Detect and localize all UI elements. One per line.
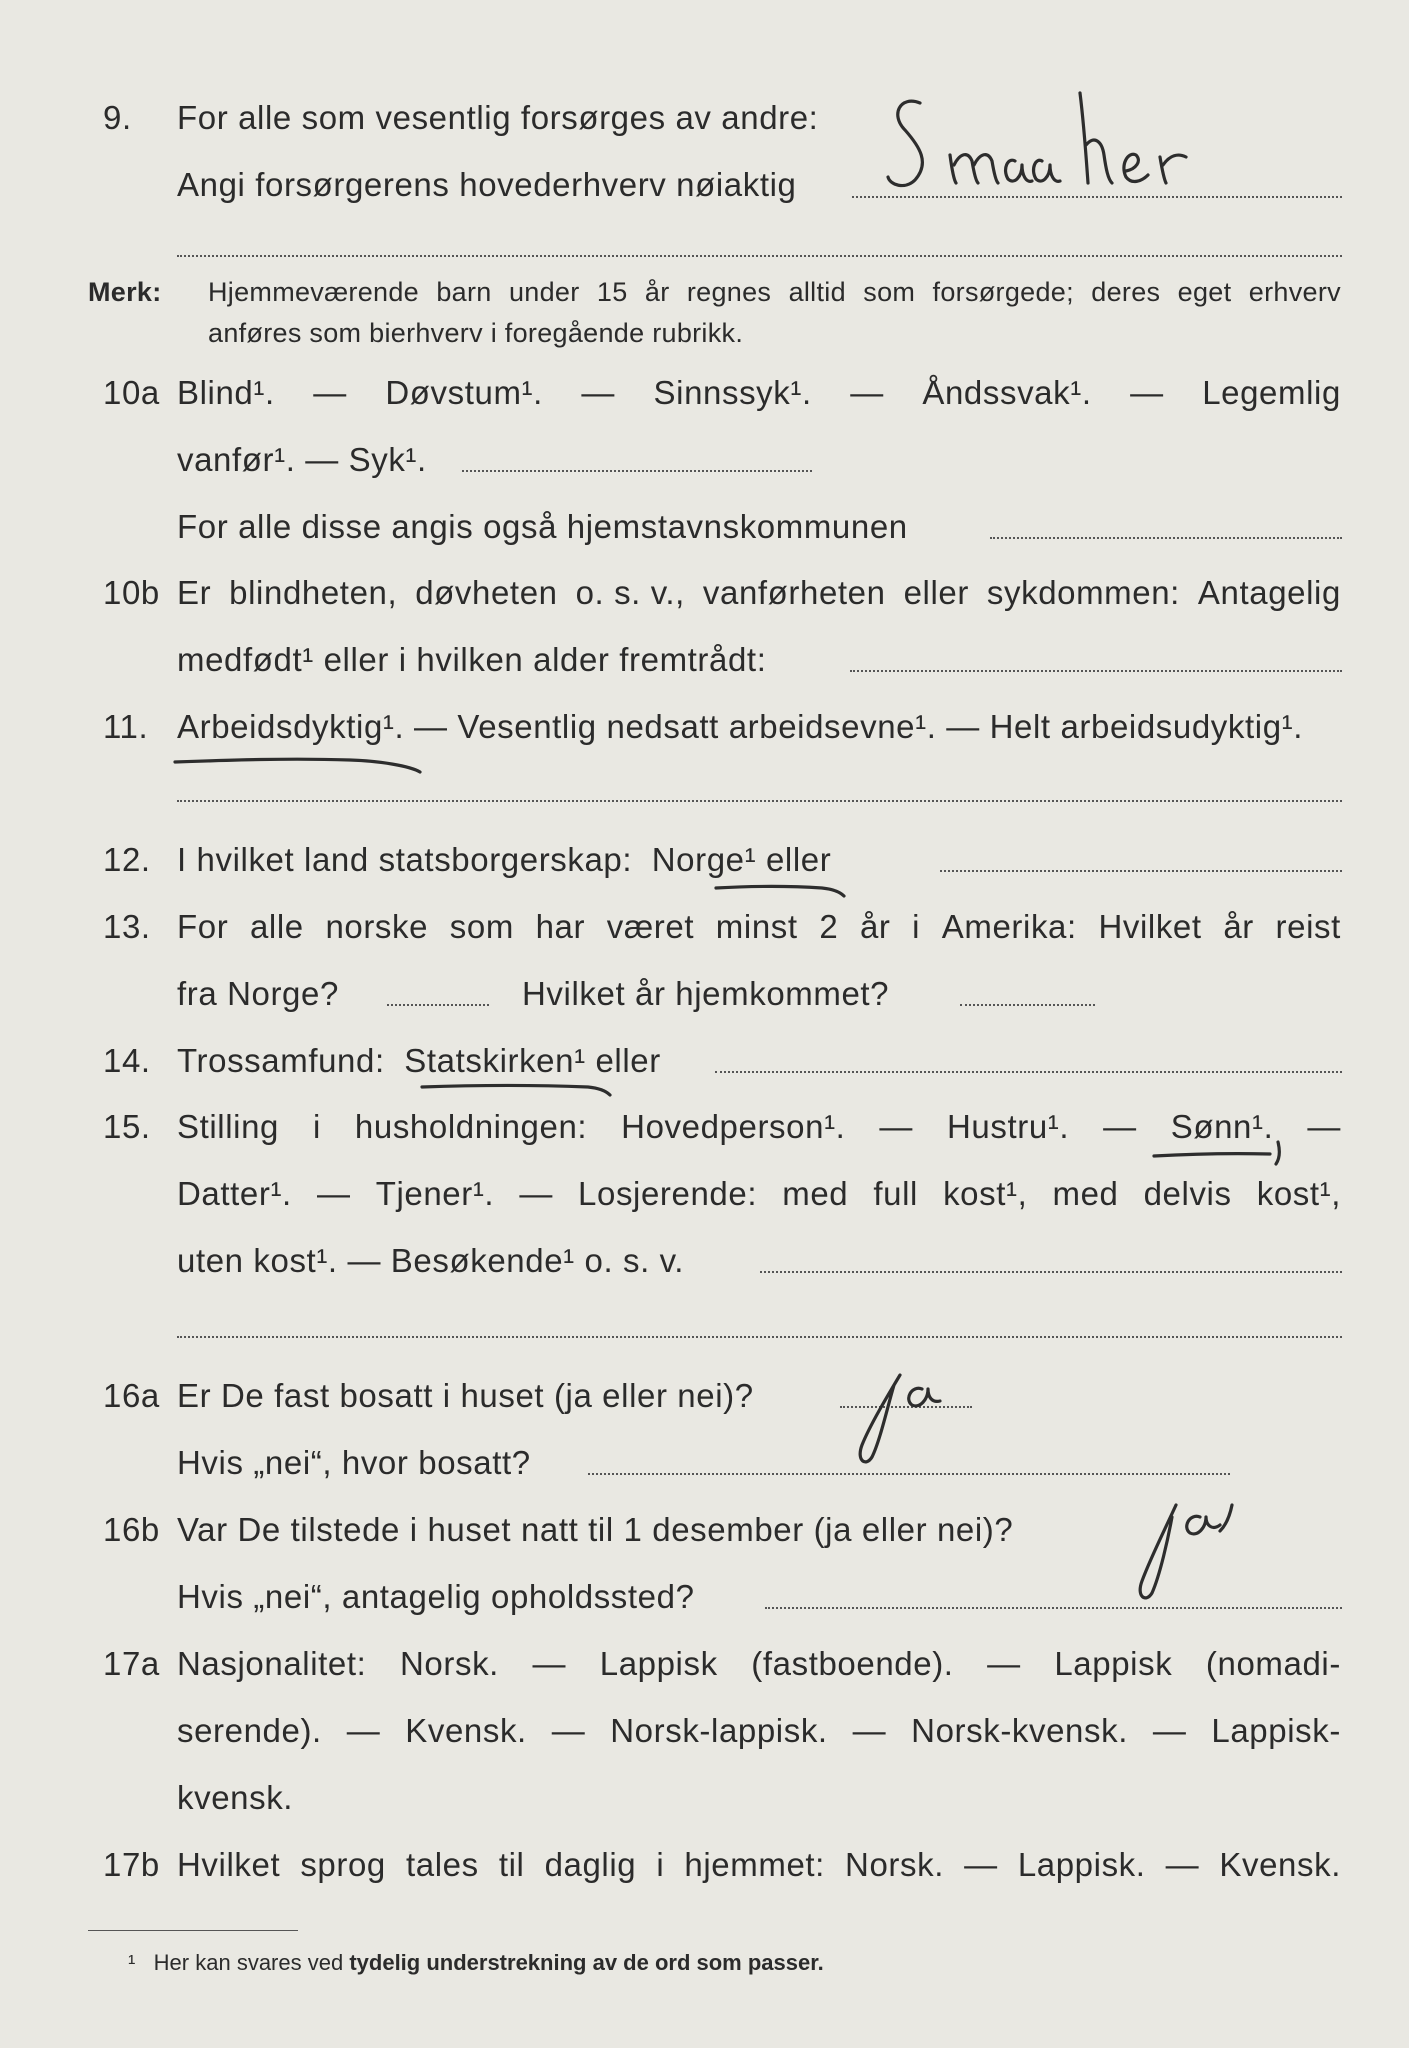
q12-label: I hvilket land statsborgerskap:	[177, 841, 633, 878]
word: norske	[325, 908, 429, 945]
word: som	[449, 908, 514, 945]
merk-text-2: anføres som bierhverv i foregående rubrikk.	[208, 318, 744, 348]
word[interactable]: Lappisk.	[1017, 1846, 1146, 1883]
word: —	[316, 1175, 351, 1212]
q17a-text-1	[177, 1639, 1341, 1689]
q14-underline-mark	[418, 1075, 618, 1103]
word: —	[1103, 1108, 1137, 1145]
word: kost¹,	[1256, 1175, 1341, 1212]
q14-label: Trossamfund:	[177, 1042, 385, 1079]
word: barn	[436, 277, 492, 307]
q11-answer-line[interactable]	[177, 800, 1342, 802]
word: erhverv	[1248, 277, 1341, 307]
q10a-text-3: For alle disse angis også hjemstavnskommunen	[177, 508, 908, 545]
q11-text	[177, 702, 1303, 752]
word: —	[1152, 1712, 1187, 1749]
q17b-line1	[0, 1840, 1409, 1890]
word: o. s. v.,	[575, 574, 685, 611]
q16b-text-1: Var De tilstede i huset natt til 1 desember (ja eller nei)?	[177, 1511, 1014, 1548]
footnote	[128, 1948, 824, 1978]
q13-number: 13.	[103, 908, 151, 945]
word: —	[987, 1645, 1021, 1682]
word: —	[313, 374, 347, 411]
word[interactable]: Lappisk	[599, 1645, 718, 1682]
word: Døvstum¹.	[385, 374, 543, 411]
q13-line2	[0, 969, 1409, 1019]
q17b-number: 17b	[103, 1846, 160, 1883]
q16a-text-2: Hvis „nei“, hvor bosatt?	[177, 1444, 531, 1481]
word: —	[1307, 1108, 1341, 1145]
word: under	[508, 277, 580, 307]
q13-text-2a: fra Norge?	[177, 975, 339, 1012]
q9-answer-line-2[interactable]	[177, 255, 1342, 257]
q10a-text-1	[177, 368, 1341, 418]
word: —	[879, 1108, 914, 1145]
q15-answer-line[interactable]	[760, 1271, 1342, 1273]
word: —	[1130, 374, 1164, 411]
footnote-rule	[88, 1930, 298, 1931]
word[interactable]: serende).	[177, 1712, 322, 1749]
q12-line1	[0, 835, 1409, 885]
word[interactable]: Norsk-lappisk.	[610, 1712, 828, 1749]
word: Amerika:	[941, 908, 1077, 945]
q15-underline-mark	[1150, 1140, 1320, 1170]
word: i	[912, 908, 921, 945]
q15-text-2	[177, 1169, 1341, 1219]
word: sprog	[300, 1846, 386, 1883]
word[interactable]: (fastboende).	[751, 1645, 954, 1682]
q11-option-arbeidsdyktig[interactable]: Arbeidsdyktig	[177, 708, 383, 745]
word: regnes	[686, 277, 772, 307]
word[interactable]: Hustru¹.	[947, 1108, 1070, 1145]
q10a-line3	[0, 502, 1409, 552]
q12-number: 12.	[103, 841, 151, 878]
q10b-line1	[0, 568, 1409, 618]
word: Er	[177, 574, 212, 611]
footnote-mark: ¹	[128, 1950, 136, 1975]
word: Hjemmeværende	[208, 277, 419, 307]
word: Legemlig	[1202, 374, 1341, 411]
q17a-line1	[0, 1639, 1409, 1689]
q17a-line2	[0, 1706, 1409, 1756]
word: Sinnssyk¹.	[653, 374, 812, 411]
word: —	[1165, 1846, 1200, 1883]
q17a-line3	[0, 1773, 1409, 1823]
q11-number: 11.	[103, 708, 149, 745]
word[interactable]: Norsk.	[845, 1846, 944, 1883]
q13-text-1	[177, 902, 1341, 952]
q10b-answer-line[interactable]	[850, 670, 1342, 672]
q17b-text-1	[177, 1840, 1341, 1890]
word: år	[1223, 908, 1254, 945]
word: —	[519, 1175, 553, 1212]
q15-line3	[0, 1236, 1409, 1286]
q16a-bosatt-line[interactable]	[588, 1473, 1230, 1475]
word: —	[551, 1712, 586, 1749]
word[interactable]: Datter¹.	[177, 1175, 292, 1212]
word: Losjerende:	[578, 1175, 758, 1212]
word: —	[964, 1846, 998, 1883]
word: For	[177, 908, 229, 945]
q13-line1	[0, 902, 1409, 952]
word[interactable]: Kvensk.	[405, 1712, 527, 1749]
word: år	[644, 277, 670, 307]
q13-text-2b: Hvilket år hjemkommet?	[522, 975, 890, 1012]
q16a-text-1: Er De fast bosatt i huset (ja eller nei)?	[177, 1377, 754, 1414]
q10a-answer-line[interactable]	[462, 470, 812, 472]
word: —	[852, 1712, 887, 1749]
q12-option-norge[interactable]: Norge	[651, 841, 745, 878]
q10a-line2	[0, 435, 1409, 485]
word: med	[1052, 1175, 1119, 1212]
word: hjemmet:	[684, 1846, 825, 1883]
word: —	[581, 374, 616, 411]
word: —	[850, 374, 884, 411]
q9-text-2: Angi forsørgerens hovederhverv nøiaktig	[177, 166, 797, 203]
q16b-number: 16b	[103, 1511, 160, 1548]
q12-answer-line[interactable]	[940, 870, 1342, 872]
q14-eller: ¹ eller	[574, 1042, 661, 1079]
word: blindheten,	[229, 574, 398, 611]
word: været	[606, 908, 695, 945]
word: Hvilket	[1098, 908, 1202, 945]
word: husholdningen:	[354, 1108, 588, 1145]
q17a-text-3[interactable]: kvensk.	[177, 1779, 294, 1816]
word[interactable]: Lappisk	[1054, 1645, 1173, 1682]
word[interactable]: Norsk-kvensk.	[911, 1712, 1128, 1749]
q11-underline-mark	[170, 748, 430, 778]
word: i	[313, 1108, 321, 1145]
word: sykdommen:	[986, 574, 1180, 611]
q13-reist-line[interactable]	[387, 1004, 489, 1006]
word: eget	[1177, 277, 1232, 307]
q15-text-3: uten kost¹. — Besøkende¹ o. s. v.	[177, 1242, 685, 1279]
word[interactable]: Tjener¹.	[375, 1175, 495, 1212]
word: full	[873, 1175, 918, 1212]
word: alltid	[788, 277, 846, 307]
word: Stilling	[177, 1108, 280, 1145]
q11-line1	[0, 702, 1409, 752]
word: tales	[406, 1846, 479, 1883]
q17a-number: 17a	[103, 1645, 160, 1682]
word: i	[656, 1846, 665, 1883]
word: 2	[819, 908, 839, 945]
q16b-opholdssted-line[interactable]	[765, 1607, 1342, 1609]
word[interactable]: Norsk.	[400, 1645, 499, 1682]
word: Antagelig	[1197, 574, 1341, 611]
word: døvheten	[415, 574, 558, 611]
word: som	[863, 277, 916, 307]
word: har	[535, 908, 586, 945]
word: eller	[903, 574, 969, 611]
q15-option-sonn[interactable]: Sønn¹.	[1170, 1108, 1274, 1145]
q9-handwritten-answer	[880, 85, 1330, 215]
merk-text-1	[208, 272, 1341, 312]
word: vanførheten	[702, 574, 886, 611]
q11-options-rest: ¹. — Vesentlig nedsatt arbeidsevne¹. — Helt arbeidsudyktig¹.	[382, 708, 1304, 745]
q15-answer-line-2[interactable]	[177, 1336, 1342, 1338]
q10b-text-2: medfødt¹ eller i hvilken alder fremtrådt:	[177, 641, 767, 678]
word: daglig	[544, 1846, 637, 1883]
q10a-kommune-line[interactable]	[990, 537, 1342, 539]
q15-line2	[0, 1169, 1409, 1219]
q10a-line1	[0, 368, 1409, 418]
word[interactable]: (nomadi-	[1205, 1645, 1341, 1682]
q14-number: 14.	[103, 1042, 151, 1079]
word: alle	[249, 908, 304, 945]
q10a-number: 10a	[103, 374, 160, 411]
q10b-text-1	[177, 568, 1341, 618]
word[interactable]: Hovedperson¹.	[621, 1108, 846, 1145]
word: delvis	[1143, 1175, 1232, 1212]
q10a-text-2: vanfør¹. — Syk¹.	[177, 441, 427, 478]
word: med	[782, 1175, 849, 1212]
word: Åndssvak¹.	[922, 374, 1092, 411]
q16a-number: 16a	[103, 1377, 160, 1414]
word: minst	[715, 908, 798, 945]
q9-text-1: For alle som vesentlig forsørges av andre:	[177, 99, 819, 136]
word: Nasjonalitet:	[177, 1645, 367, 1682]
merk-label: Merk:	[88, 277, 162, 307]
q10b-line2	[0, 635, 1409, 685]
word: Blind¹.	[177, 374, 275, 411]
word: til	[498, 1846, 525, 1883]
merk-line2	[0, 313, 1409, 363]
q14-line1	[0, 1036, 1409, 1086]
q17a-text-2	[177, 1706, 1341, 1756]
word: —	[532, 1645, 567, 1682]
q16a-line2	[0, 1438, 1409, 1488]
q15-number: 15.	[103, 1108, 151, 1145]
word[interactable]: Kvensk.	[1219, 1846, 1341, 1883]
q16a-line1	[0, 1371, 1409, 1421]
q13-hjemkommet-line[interactable]	[960, 1004, 1095, 1006]
q9-number: 9.	[103, 99, 132, 136]
word: forsørgede;	[932, 277, 1074, 307]
q16b-text-2: Hvis „nei“, antagelig opholdssted?	[177, 1578, 695, 1615]
word: deres	[1091, 277, 1161, 307]
word[interactable]: Lappisk-	[1211, 1712, 1341, 1749]
word: reist	[1275, 908, 1341, 945]
footnote-text: Her kan svares ved	[153, 1950, 344, 1975]
word: Hvilket	[177, 1846, 281, 1883]
q16b-line2	[0, 1572, 1409, 1622]
word: 15	[596, 277, 628, 307]
q14-option-statskirken[interactable]: Statskirken	[404, 1042, 575, 1079]
word: år	[859, 908, 891, 945]
q10b-number: 10b	[103, 574, 160, 611]
q12-eller: ¹ eller	[744, 841, 832, 878]
word: —	[346, 1712, 381, 1749]
q14-answer-line[interactable]	[715, 1071, 1342, 1073]
footnote-text-bold: tydelig understrekning av de ord som passer.	[349, 1950, 824, 1975]
word: kost¹,	[943, 1175, 1028, 1212]
